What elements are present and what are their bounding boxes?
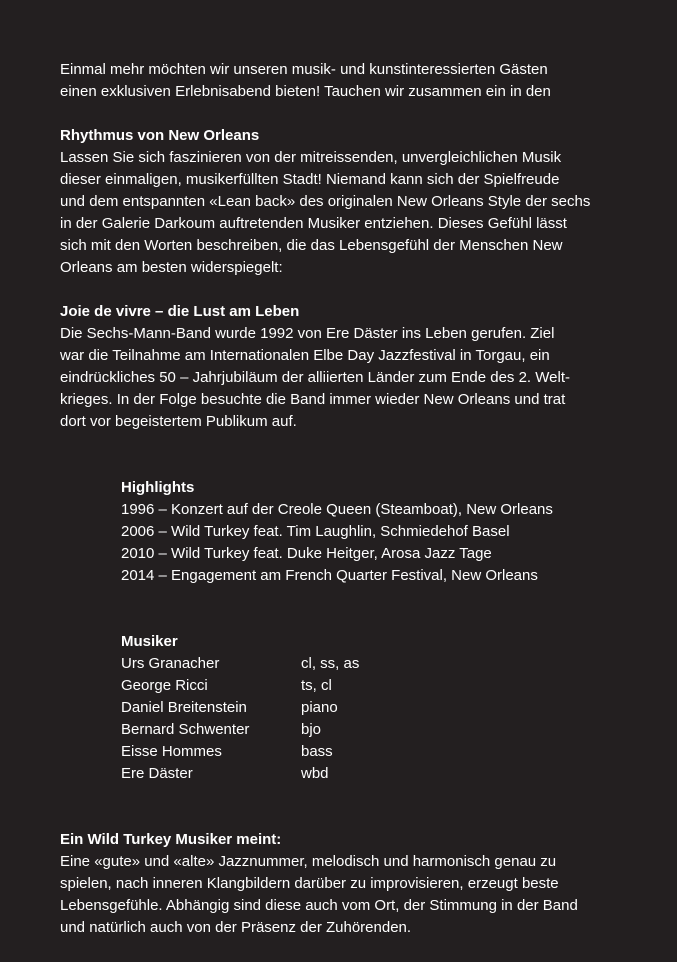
- joie-section: [60, 301, 650, 433]
- section-heading: Highlights: [121, 479, 195, 496]
- musician-name: Ere Däster: [121, 765, 193, 782]
- musician-name: Bernard Schwenter: [121, 721, 250, 738]
- musician-row: [121, 763, 650, 785]
- musician-instrument: bjo: [301, 721, 322, 738]
- musician-instrument: cl, ss, as: [301, 655, 360, 672]
- musician-instrument: wbd: [301, 765, 329, 782]
- text-line: Eine «gute» und «alte» Jazznummer, melodisch und harmonisch genau zu: [60, 853, 557, 870]
- text-line: und dem entspannten «Lean back» des originalen New Orleans Style der sechs: [60, 193, 591, 210]
- musician-name: Urs Granacher: [121, 655, 220, 672]
- section-heading: Ein Wild Turkey Musiker meint:: [60, 831, 282, 848]
- section-heading: Joie de vivre – die Lust am Leben: [60, 303, 300, 320]
- highlight-item: 1996 – Konzert auf der Creole Queen (Steamboat), New Orleans: [121, 501, 553, 518]
- musician-row: [121, 653, 650, 675]
- text-line: war die Teilnahme am Internationalen Elbe Day Jazzfestival in Torgau, ein: [60, 347, 550, 364]
- rhythmus-section: [60, 125, 650, 279]
- musician-row: [121, 741, 650, 763]
- text-line: Lebensgefühle. Abhängig sind diese auch vom Ort, der Stimmung in der Band: [60, 897, 578, 914]
- musician-row: [121, 675, 650, 697]
- text-line: einen exklusiven Erlebnisabend bieten! Tauchen wir zusammen ein in den: [60, 83, 551, 100]
- text-line: Orleans am besten widerspiegelt:: [60, 259, 283, 276]
- musician-instrument: piano: [301, 699, 338, 716]
- text-line: in der Galerie Darkoum auftretenden Musiker entziehen. Dieses Gefühl lässt: [60, 215, 567, 232]
- musician-name: Daniel Breitenstein: [121, 699, 247, 716]
- text-line: krieges. In der Folge besuchte die Band immer wieder New Orleans und trat: [60, 391, 566, 408]
- section-heading: Rhythmus von New Orleans: [60, 127, 260, 144]
- intro-paragraph: [60, 59, 650, 103]
- text-line: dort vor begeistertem Publikum auf.: [60, 413, 297, 430]
- text-line: sich mit den Worten beschreiben, die das Lebensgefühl der Menschen New: [60, 237, 563, 254]
- text-line: und natürlich auch von der Präsenz der Zuhörenden.: [60, 919, 412, 936]
- musician-row: [121, 719, 650, 741]
- text-line: eindrückliches 50 – Jahrjubiläum der alliierten Länder zum Ende des 2. Welt-: [60, 369, 570, 386]
- musician-row: [121, 697, 650, 719]
- text-line: dieser einmaligen, musikerfüllten Stadt! Niemand kann sich der Spielfreude: [60, 171, 560, 188]
- highlight-item: 2010 – Wild Turkey feat. Duke Heitger, Arosa Jazz Tage: [121, 545, 492, 562]
- musicians-section: [121, 631, 650, 785]
- highlights-section: [121, 477, 650, 587]
- highlight-item: 2006 – Wild Turkey feat. Tim Laughlin, Schmiedehof Basel: [121, 523, 510, 540]
- document-page: [60, 59, 650, 939]
- musician-instrument: bass: [301, 743, 333, 760]
- musician-name: George Ricci: [121, 677, 208, 694]
- text-line: Die Sechs-Mann-Band wurde 1992 von Ere Däster ins Leben gerufen. Ziel: [60, 325, 555, 342]
- highlight-item: 2014 – Engagement am French Quarter Festival, New Orleans: [121, 567, 538, 584]
- musician-instrument: ts, cl: [301, 677, 332, 694]
- musician-name: Eisse Hommes: [121, 743, 222, 760]
- text-line: Lassen Sie sich faszinieren von der mitreissenden, unvergleichlichen Musik: [60, 149, 562, 166]
- text-line: Einmal mehr möchten wir unseren musik- und kunstinteressierten Gästen: [60, 61, 548, 78]
- quote-section: [60, 829, 650, 939]
- section-heading: Musiker: [121, 633, 178, 650]
- text-line: spielen, nach inneren Klangbildern darüber zu improvisieren, erzeugt beste: [60, 875, 559, 892]
